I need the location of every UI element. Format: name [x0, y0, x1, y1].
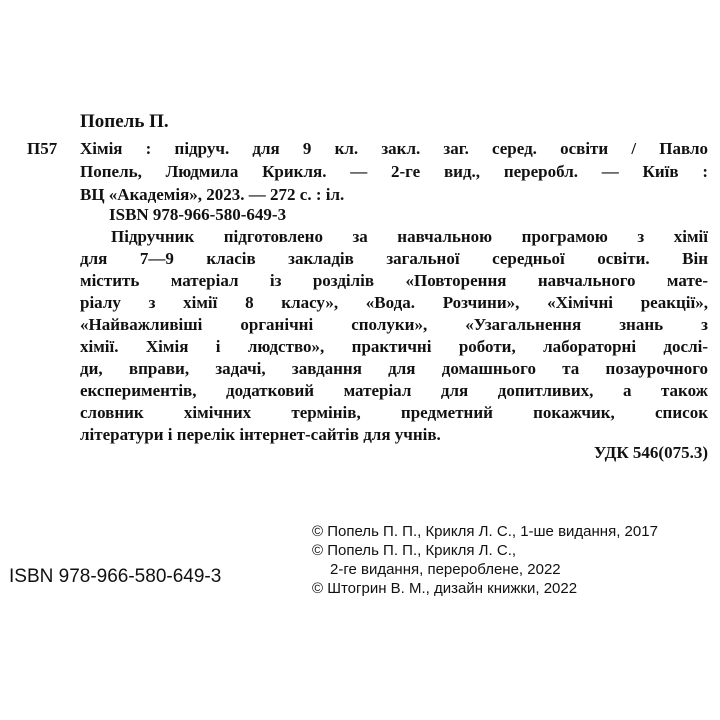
author-name: Попель П. — [80, 111, 169, 132]
copyright-block — [312, 522, 712, 598]
abstract-line: експериментів, додатковий матеріал для допитливих, а також — [80, 381, 708, 400]
copyright-line: 2-ге видання, перероблене, 2022 — [330, 561, 561, 578]
abstract-line: для 7—9 класів закладів загальної середньої освіти. Він — [80, 249, 708, 268]
copyright-line: © Попель П. П., Крикля Л. С., 1-ше видання, 2017 — [312, 523, 658, 540]
bibliography-line: ВЦ «Академія», 2023. — 272 с. : іл. — [80, 185, 345, 204]
abstract-line: ди, вправи, задачі, завдання для домашнього та позаурочного — [80, 359, 708, 378]
abstract-line: містить матеріал із розділів «Повторення навчального мате- — [80, 271, 708, 290]
classification-code: П57 — [27, 139, 58, 158]
abstract-line: ріалу з хімії 8 класу», «Вода. Розчини», «Хімічні реакції», — [80, 293, 708, 312]
copyright-line: © Штогрин В. М., дизайн книжки, 2022 — [312, 580, 578, 597]
abstract-line: Підручник підготовлено за навчальною програмою з хімії — [111, 227, 708, 246]
abstract-line: літератури і перелік інтернет-сайтів для учнів. — [80, 425, 441, 444]
isbn-number: ISBN 978-966-580-649-3 — [109, 205, 287, 224]
bibliography-line: Хімія : підруч. для 9 кл. закл. заг. серед. освіти / Павло — [80, 139, 708, 158]
isbn-footer: ISBN 978-966-580-649-3 — [9, 566, 222, 587]
udk-code: УДК 546(075.3) — [593, 443, 708, 462]
copyright-line: © Попель П. П., Крикля Л. С., — [312, 542, 517, 559]
abstract-line: «Найважливіші органічні сполуки», «Узагальнення знань з — [80, 315, 708, 334]
abstract-line: хімії. Хімія і людство», практичні роботи, лабораторні дослі- — [80, 337, 708, 356]
abstract-line: словник хімічних термінів, предметний покажчик, список — [80, 403, 708, 422]
bibliography-line: Попель, Людмила Крикля. — 2-ге вид., переробл. — Київ : — [80, 162, 708, 181]
